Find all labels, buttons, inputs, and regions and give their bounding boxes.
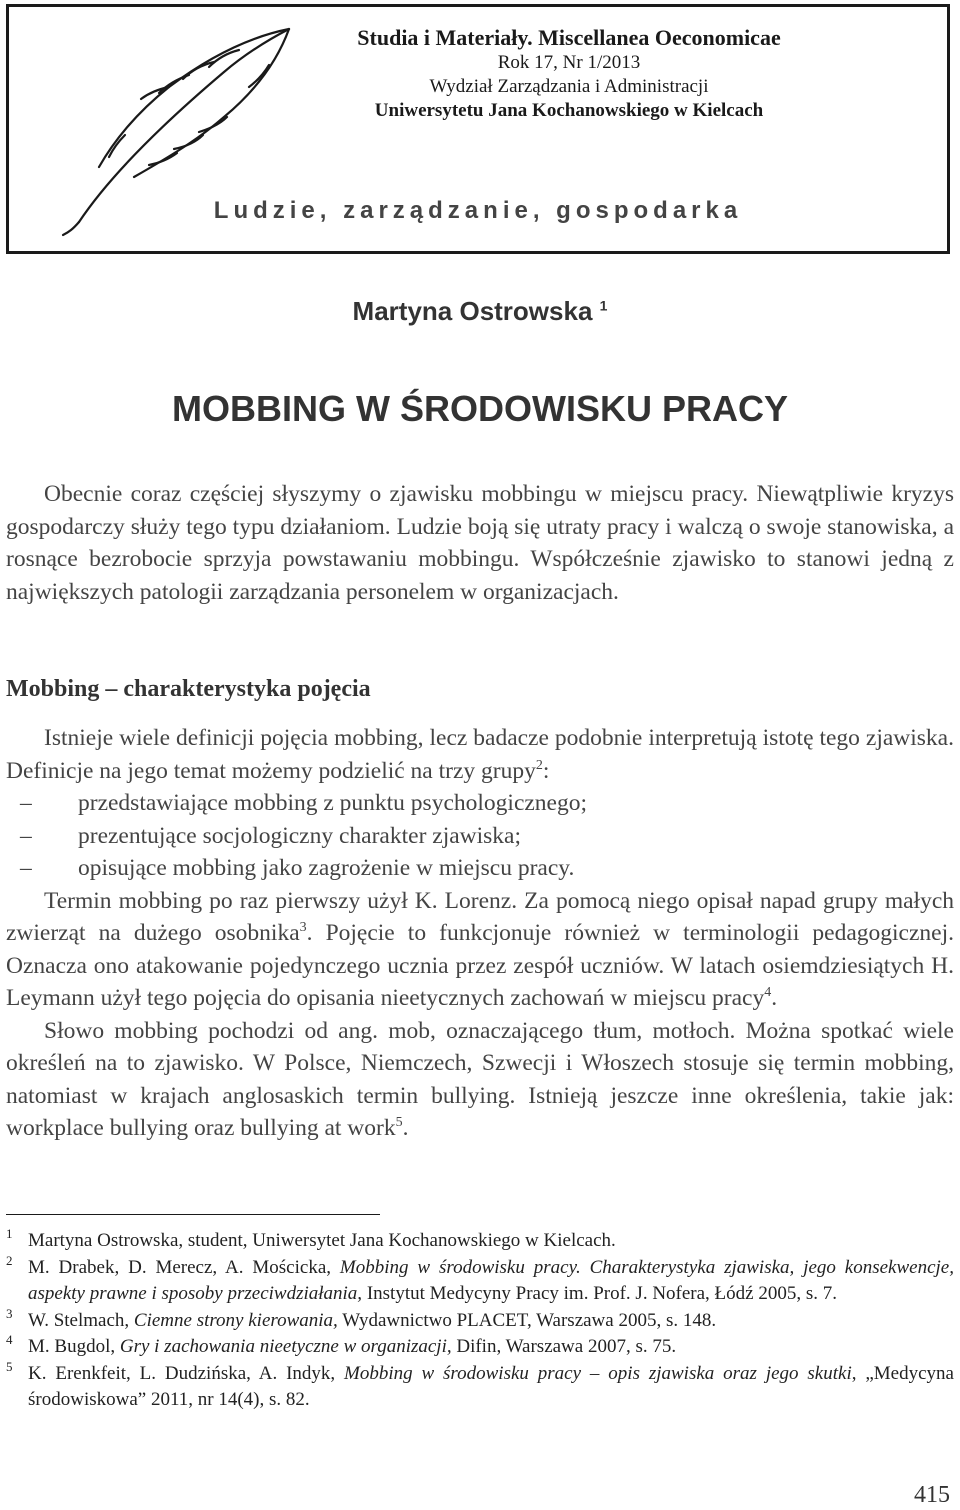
footnote-italic: Gry i zachowania nieetyczne w organizacji, [119,1336,452,1357]
footnote-separator [6,1214,380,1215]
list-item-text: opisujące mobbing jako zagrożenie w miejscu pracy. [78,855,575,881]
abstract-text: Obecnie coraz częściej słyszymy o zjawisku mobbingu w miejscu pracy. Niewątpliwie kryzys gospodarczy służy tego typu działaniom. Ludzie boją się utraty pracy i walczą o swoje stanowiska, a rosnące bezrobocie sprzyja powstawaniu mobbingu. Współcześnie zjawisko to stanowi jedną z największych patologii zarządzania personelem w organizacjach. [6,481,954,605]
paragraph-1 [6,722,954,787]
dash-bullet: – [20,790,32,816]
footnote-text: M. Bugdol, [28,1336,120,1357]
abstract [6,478,954,608]
definition-list [6,787,954,885]
paragraph-2-text: Termin mobbing po raz pierwszy użył K. Lorenz. Za pomocą niego opisał napad grupy małych zwierząt na dużego osobnika [6,887,954,946]
journal-header [6,4,950,254]
paragraph-3-end: . [402,1115,409,1141]
journal-title: Studia i Materiały. Miscellanea Oeconomicae [357,25,781,50]
paragraph-2-text: . Pojęcie to funkcjonuje również w terminologii pedagogicznej. Oznacza ono atakowanie pojedynczego ucznia przez zespół uczniów. W latach osiemdziesiątych H. Leymann użył tego pojęcia do opisania nieetycznych zachowań w miejscu pracy [6,920,954,1011]
footnote-ref: 3 [299,920,307,936]
article-author [0,296,960,327]
footnote-text: M. Drabek, D. Merecz, A. Mościcka, [28,1256,340,1278]
footnote-text: K. Erenkfeit, L. Dudzińska, A. Indyk, [28,1362,345,1384]
journal-university: Uniwersytetu Jana Kochanowskiego w Kielcach [374,100,764,121]
journal-tagline: Ludzie, zarządzanie, gospodarka [213,197,743,224]
footnote-text: Wydawnictwo PLACET, Warszawa 2005, s. 148. [337,1309,717,1331]
author-name: Martyna Ostrowska [352,296,593,326]
footnote-ref: 2 [535,757,543,773]
footnote-number: 5 [6,1358,13,1374]
footnote-italic: Mobbing w środowisku pracy. Charakterystyka zjawiska, jego konsekwencje, aspekty prawne i sposoby przeciwdziałania, [28,1256,954,1304]
footnote-italic: Mobbing w środowisku pracy – opis zjawiska oraz jego skutki [344,1362,852,1384]
section-body [6,722,954,1145]
journal-info [309,25,829,123]
dash-bullet: – [20,855,32,881]
footnote-text: Martyna Ostrowska, student, Uniwersytet Jana Kochanowskiego w Kielcach. [28,1230,616,1251]
footnote-number: 4 [6,1332,13,1347]
footnote-number: 1 [6,1226,13,1241]
paragraph-1-text: Istnieje wiele definicji pojęcia mobbing, lecz badacze podobnie interpretują istotę tego zjawiska. Definicje na jego temat możemy podzielić na trzy grupy [6,725,954,784]
footnote [6,1334,954,1361]
footnote-ref: 5 [395,1115,403,1131]
page-number: 415 [914,1482,950,1508]
footnote-text: , „Medycyna środowiskowa” 2011, nr 14(4), s. 82. [28,1362,954,1410]
footnote-text: Instytut Medycyny Pracy im. Prof. J. Nofera, Łódź 2005, s. 7. [362,1283,837,1304]
list-item [6,852,954,885]
footnote-italic: Ciemne strony kierowania, [133,1309,338,1331]
paragraph-3 [6,1015,954,1145]
footnote-text: Difin, Warszawa 2007, s. 75. [451,1336,677,1357]
footnote-ref: 1 [599,297,608,314]
list-item [6,787,954,820]
list-item-text: prezentujące socjologiczny charakter zjawiska; [78,822,522,849]
section-heading: Mobbing – charakterystyka pojęcia [6,676,371,702]
paragraph-2-end: . [771,985,778,1011]
footnote-number: 3 [6,1305,13,1321]
footnote [6,1228,954,1255]
list-item-text: przedstawiające mobbing z punktu psychologicznego; [78,790,588,816]
paragraph-1-end: : [542,757,550,784]
footnotes [6,1228,954,1414]
article-title: MOBBING W ŚRODOWISKU PRACY [172,388,788,429]
journal-volume: Rok 17, Nr 1/2013 [497,52,641,73]
footnote [6,1252,954,1308]
journal-faculty: Wydział Zarządzania i Administracji [429,76,709,97]
paragraph-2 [6,885,954,1015]
dash-bullet: – [20,822,32,849]
paragraph-3-text: Słowo mobbing pochodzi od ang. mob, oznaczającego tłum, motłoch. Można spotkać wiele określeń na to zjawisko. W Polsce, Niemczech, Szwecji i Włoszech stosuje się termin mobbing, natomiast w krajach anglosaskich termin bullying. Istnieją jeszcze inne określenia, takie jak: workplace bullying oraz bullying at work [6,1017,954,1141]
list-item [6,820,954,853]
footnote [6,1305,954,1335]
footnote-ref: 4 [764,985,772,1001]
footnote [6,1358,954,1414]
footnote-number: 2 [6,1252,13,1268]
footnote-text: W. Stelmach, [28,1309,134,1331]
